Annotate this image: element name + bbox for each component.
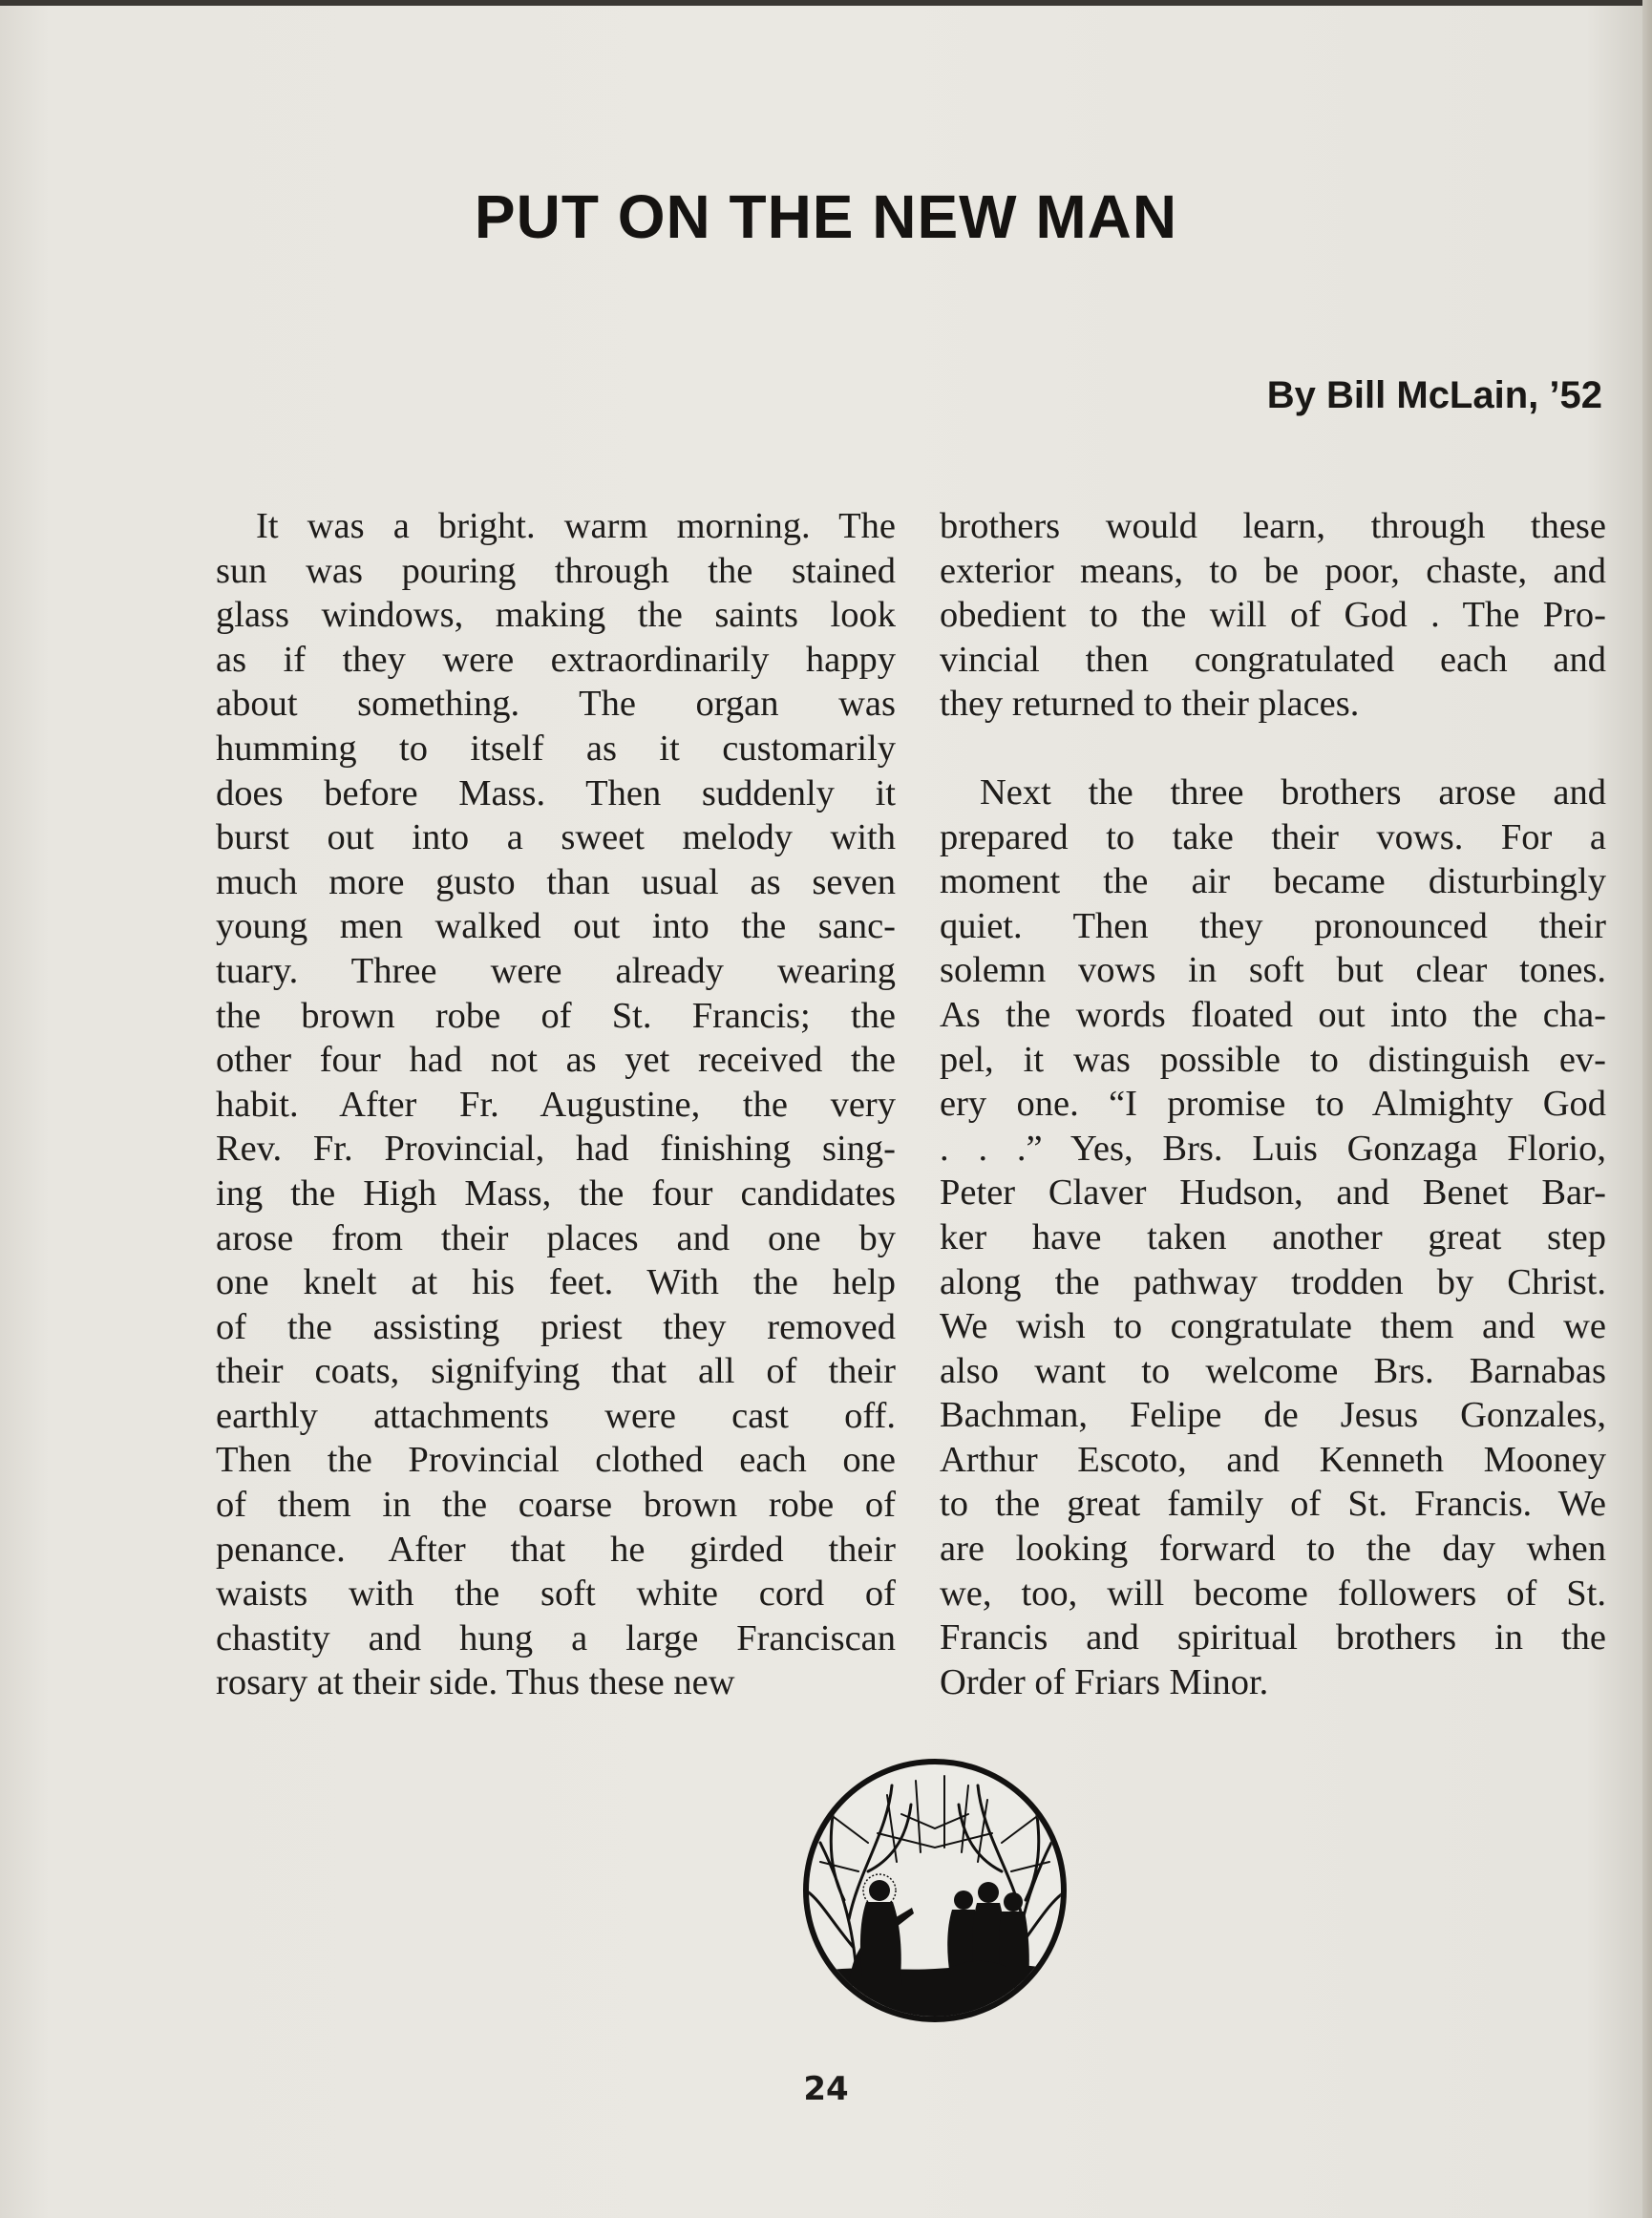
page-number: 24	[803, 2070, 849, 2108]
text-line: as if they were extraordinarily happy	[216, 639, 896, 680]
text-line: one knelt at his feet. With the help	[216, 1262, 896, 1303]
text-line: burst out into a sweet melody with	[216, 817, 896, 858]
text-line: Next the three brothers arose and	[980, 771, 1606, 813]
text-line: Arthur Escoto, and Kenneth Mooney	[940, 1439, 1606, 1480]
text-line: we, too, will become followers of St.	[940, 1573, 1606, 1614]
text-line: chastity and hung a large Franciscan	[216, 1617, 896, 1658]
text-line: Peter Claver Hudson, and Benet Bar-	[940, 1172, 1606, 1214]
text-line: ing the High Mass, the four candidates	[216, 1172, 896, 1214]
text-line: earthly attachments were cast off.	[216, 1395, 896, 1436]
text-line: other four had not as yet received the	[216, 1040, 896, 1081]
text-line: Rev. Fr. Provincial, had finishing sing-	[216, 1129, 896, 1170]
text-line: Order of Friars Minor.	[940, 1661, 1269, 1702]
text-line: about something. The organ was	[216, 684, 896, 725]
article-column-left	[216, 504, 896, 1705]
text-line: We wish to congratulate them and we	[940, 1306, 1606, 1347]
text-line: along the pathway trodden by Christ.	[940, 1261, 1606, 1302]
text-line: arose from their places and one by	[216, 1217, 896, 1258]
text-line: obedient to the will of God . The Pro-	[940, 595, 1606, 636]
text-line: sun was pouring through the stained	[216, 550, 896, 591]
text-line: brothers would learn, through these	[940, 506, 1606, 546]
article-title: PUT ON THE NEW MAN	[474, 182, 1178, 251]
text-line: ker have taken another great step	[940, 1216, 1606, 1257]
text-line: vincial then congratulated each and	[940, 639, 1606, 680]
text-line: pel, it was possible to distinguish ev-	[940, 1039, 1606, 1080]
text-line: much more gusto than usual as seven	[216, 861, 896, 902]
text-line: glass windows, making the saints look	[216, 595, 896, 636]
text-line: Then the Provincial clothed each one	[216, 1440, 896, 1481]
text-line: they returned to their places.	[940, 684, 1360, 725]
text-line: young men walked out into the sanc-	[216, 906, 896, 947]
text-line: moment the air became disturbingly	[940, 861, 1606, 902]
text-line: are looking forward to the day when	[940, 1529, 1606, 1570]
text-line: As the words floated out into the cha-	[940, 994, 1606, 1035]
text-line: the brown robe of St. Francis; the	[216, 995, 896, 1036]
page-binding-edge	[1642, 0, 1652, 2218]
text-line: prepared to take their vows. For a	[940, 816, 1606, 857]
article-byline: By Bill McLain, ’52	[1266, 374, 1602, 416]
text-line: Bachman, Felipe de Jesus Gonzales,	[940, 1395, 1606, 1436]
st-francis-preaching-emblem-icon	[801, 1757, 1069, 2024]
text-line: . . .” Yes, Brs. Luis Gonzaga Florio,	[940, 1128, 1606, 1169]
page-top-edge	[0, 0, 1652, 6]
text-line: exterior means, to be poor, chaste, and	[940, 550, 1606, 591]
text-line: does before Mass. Then suddenly it	[216, 772, 896, 813]
paragraph	[940, 771, 1606, 1704]
text-line: habit. After Fr. Augustine, the very	[216, 1084, 896, 1125]
text-line: quiet. Then they pronounced their	[940, 905, 1606, 946]
text-line: It was a bright. warm morning. The	[256, 506, 896, 546]
text-line: to the great family of St. Francis. We	[940, 1484, 1606, 1525]
paragraph	[216, 504, 896, 1705]
text-line: of them in the coarse brown robe of	[216, 1485, 896, 1526]
text-line: penance. After that he girded their	[216, 1529, 896, 1570]
text-line: waists with the soft white cord of	[216, 1574, 896, 1615]
text-line: their coats, signifying that all of their	[216, 1351, 896, 1392]
text-line: solemn vows in soft but clear tones.	[940, 950, 1606, 991]
text-line: also want to welcome Brs. Barnabas	[940, 1350, 1606, 1391]
text-line: ery one. “I promise to Almighty God	[940, 1084, 1606, 1125]
text-line: of the assisting priest they removed	[216, 1306, 896, 1347]
text-line: humming to itself as it customarily	[216, 728, 896, 769]
text-line: Francis and spiritual brothers in the	[940, 1617, 1606, 1658]
text-line: tuary. Three were already wearing	[216, 950, 896, 991]
paragraph	[940, 504, 1606, 727]
article-column-right	[940, 504, 1606, 1704]
text-line: rosary at their side. Thus these new	[216, 1662, 735, 1703]
